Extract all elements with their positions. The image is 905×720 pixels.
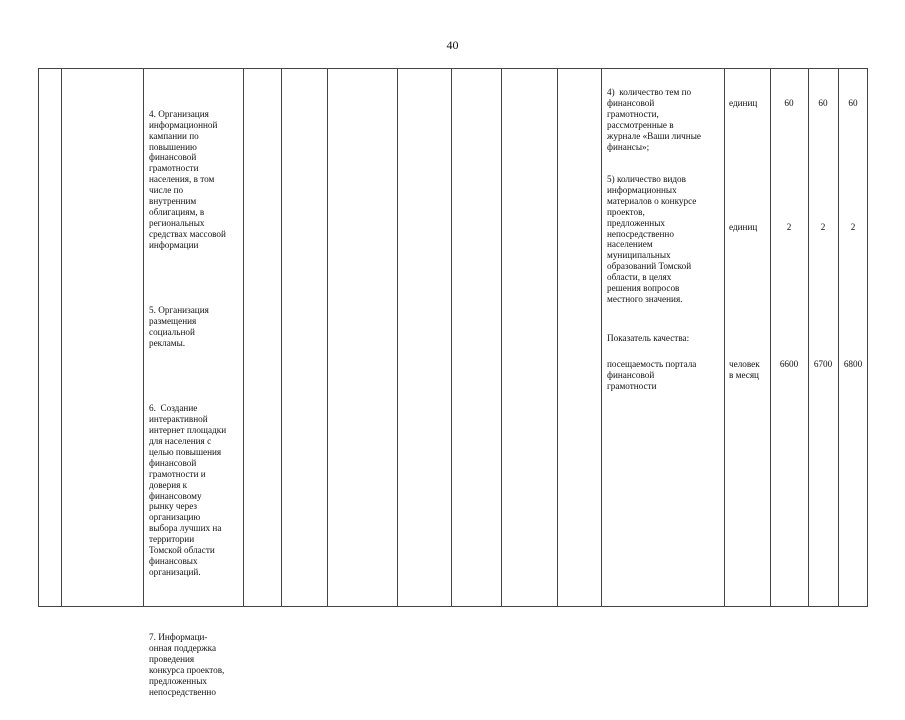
indicator-portal-attendance: посещаемость портала финансовой грамотности xyxy=(607,359,697,391)
column-divider xyxy=(838,69,839,606)
unit-row2: единиц xyxy=(729,222,758,232)
column-divider xyxy=(327,69,328,606)
column-divider xyxy=(501,69,502,606)
unit-row3: человек в месяц xyxy=(729,359,760,380)
column-divider xyxy=(243,69,244,606)
column-divider xyxy=(397,69,398,606)
value-row3-col2: 6700 xyxy=(813,359,833,369)
column-divider xyxy=(601,69,602,606)
column-divider xyxy=(281,69,282,606)
unit-row1: единиц xyxy=(729,98,758,108)
column-divider xyxy=(808,69,809,606)
column-divider xyxy=(770,69,771,606)
value-row2-col3: 2 xyxy=(850,222,856,232)
column-divider xyxy=(451,69,452,606)
activities-cell xyxy=(149,87,226,720)
value-row1-col3: 60 xyxy=(848,98,858,108)
activity-item-7: 7. Информаци- онная поддержка проведения конкурса проектов, предложенных непосредственно xyxy=(149,632,225,697)
value-row2-col2: 2 xyxy=(820,222,826,232)
activity-item-4: 4. Организация информационной кампании по повышению финансовой грамотности населения, в том числе по внутренним облигациям, в региональных средствах массовой информации xyxy=(149,108,226,250)
document-table xyxy=(38,68,868,697)
activity-item-5: 5. Организация размещения социальной рекламы. xyxy=(149,305,209,348)
value-row2-col1: 2 xyxy=(786,222,792,232)
quality-indicator-heading: Показатель качества: xyxy=(607,333,690,343)
column-divider xyxy=(61,69,62,606)
indicator-item-5: 5) количество видов информационных материалов о конкурсе проектов, предложенных непосредственно населением муниципальных образований Томской области, в целях решения вопросов местного значения. xyxy=(607,174,697,304)
value-row3-col1: 6600 xyxy=(779,359,799,369)
value-row1-col2: 60 xyxy=(818,98,828,108)
column-divider xyxy=(724,69,725,606)
page-number: 40 xyxy=(446,38,459,52)
column-divider xyxy=(143,69,144,606)
activity-item-6: 6. Создание интерактивной интернет площадки для населения с целью повышения финансовой грамотности и доверия к финансовому рынку через организацию выбора лучших на территории Томской области финансовых организаций. xyxy=(149,403,227,577)
column-divider xyxy=(557,69,558,606)
value-row3-col3: 6800 xyxy=(843,359,863,369)
indicator-item-4: 4) количество тем по финансовой грамотности, рассмотренные в журнале «Ваши личные финансы»; xyxy=(607,87,701,152)
value-row1-col1: 60 xyxy=(784,98,794,108)
